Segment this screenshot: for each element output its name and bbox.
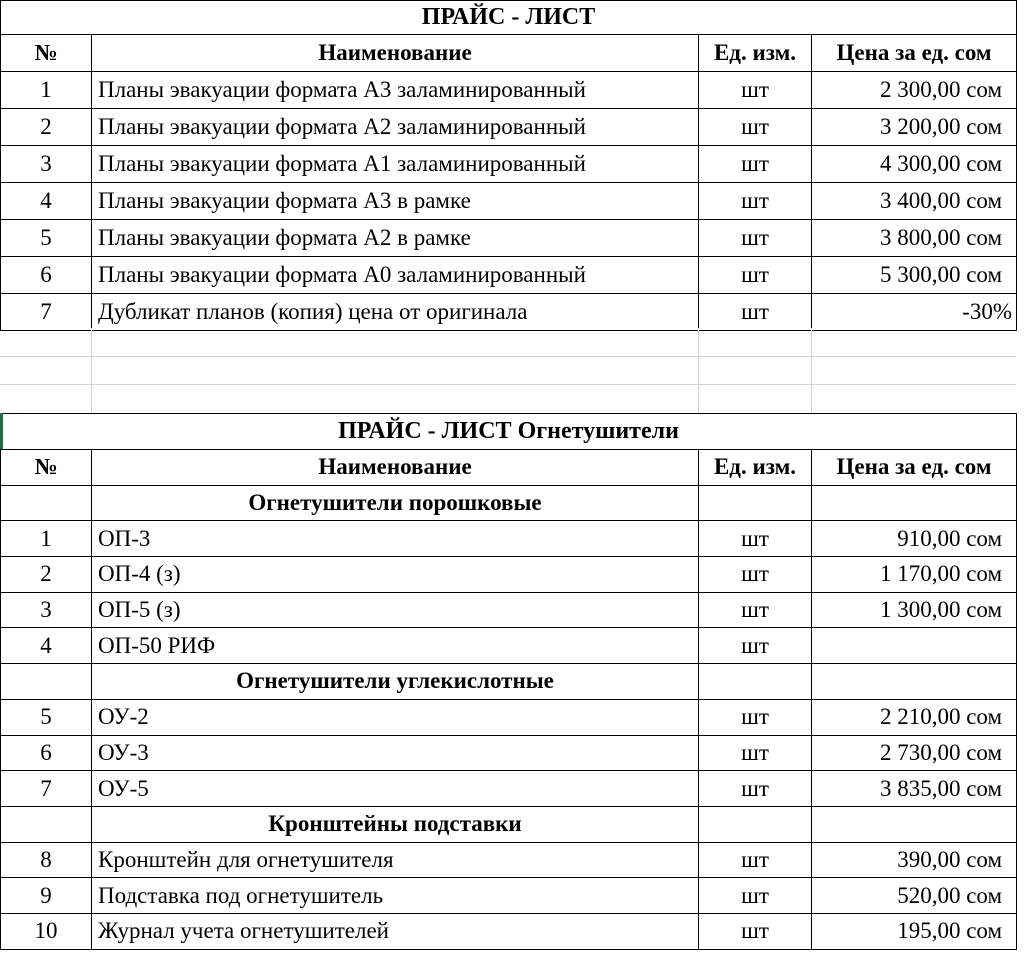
cell-price[interactable]: 3 835,00 сом xyxy=(812,771,1017,807)
table-row xyxy=(1,146,1017,183)
cell-num[interactable]: 6 xyxy=(1,735,92,771)
cell-price[interactable]: 390,00 сом xyxy=(812,842,1017,878)
cell-num[interactable] xyxy=(1,806,92,842)
header-price[interactable]: Цена за ед. сом xyxy=(812,35,1017,72)
header-name[interactable]: Наименование xyxy=(92,35,699,72)
table-header-row xyxy=(1,450,1017,486)
cell-unit[interactable]: шт xyxy=(699,146,812,183)
table-row xyxy=(1,771,1017,807)
cell-unit[interactable]: шт xyxy=(699,183,812,220)
cell-price[interactable] xyxy=(812,485,1017,521)
cell-price[interactable]: 3 800,00 сом xyxy=(812,220,1017,257)
category-name[interactable]: Кронштейны подставки xyxy=(92,806,699,842)
table-row xyxy=(1,220,1017,257)
cell-price[interactable]: 910,00 сом xyxy=(812,521,1017,557)
cell-price[interactable]: 5 300,00 сом xyxy=(812,257,1017,294)
cell-name[interactable]: Журнал учета огнетушителей xyxy=(92,913,699,949)
price-list-plans-table xyxy=(0,0,1017,331)
cell-num[interactable]: 4 xyxy=(1,183,92,220)
cell-unit[interactable]: шт xyxy=(699,735,812,771)
cell-price[interactable]: 3 200,00 сом xyxy=(812,109,1017,146)
table-title-row xyxy=(1,414,1017,450)
cell-num[interactable]: 2 xyxy=(1,109,92,146)
table-row xyxy=(1,72,1017,109)
cell-unit[interactable]: шт xyxy=(699,913,812,949)
cell-num[interactable]: 2 xyxy=(1,557,92,593)
gridline xyxy=(91,328,92,413)
cell-price[interactable]: 520,00 сом xyxy=(812,878,1017,914)
cell-unit[interactable]: шт xyxy=(699,842,812,878)
cell-price[interactable]: 4 300,00 сом xyxy=(812,146,1017,183)
gridline xyxy=(811,328,812,413)
price-list-extinguishers-table xyxy=(0,413,1017,950)
cell-unit[interactable]: шт xyxy=(699,592,812,628)
cell-unit[interactable]: шт xyxy=(699,294,812,331)
header-num[interactable]: № xyxy=(1,450,92,486)
header-name[interactable]: Наименование xyxy=(92,450,699,486)
table-row xyxy=(1,521,1017,557)
table-row xyxy=(1,109,1017,146)
gridline xyxy=(0,384,1016,385)
cell-name[interactable]: Подставка под огнетушитель xyxy=(92,878,699,914)
header-unit[interactable]: Ед. изм. xyxy=(699,450,812,486)
cell-unit[interactable]: шт xyxy=(699,521,812,557)
cell-price[interactable] xyxy=(812,664,1017,700)
cell-name[interactable]: Планы эвакуации формата А2 заламинированный xyxy=(92,109,699,146)
cell-unit[interactable]: шт xyxy=(699,878,812,914)
table-row xyxy=(1,913,1017,949)
cell-num[interactable]: 9 xyxy=(1,878,92,914)
selection-indicator xyxy=(0,413,3,449)
cell-price[interactable]: 3 400,00 сом xyxy=(812,183,1017,220)
cell-num[interactable]: 7 xyxy=(1,771,92,807)
cell-num[interactable]: 10 xyxy=(1,913,92,949)
cell-price[interactable]: 1 300,00 сом xyxy=(812,592,1017,628)
cell-price[interactable]: 1 170,00 сом xyxy=(812,557,1017,593)
cell-unit[interactable]: шт xyxy=(699,72,812,109)
cell-name[interactable]: ОП-50 РИФ xyxy=(92,628,699,664)
header-unit[interactable]: Ед. изм. xyxy=(699,35,812,72)
table-title-row xyxy=(1,1,1017,35)
cell-price[interactable]: 2 730,00 сом xyxy=(812,735,1017,771)
cell-price[interactable]: -30% xyxy=(812,294,1017,331)
cell-name[interactable]: Планы эвакуации формата А3 заламинированный xyxy=(92,72,699,109)
cell-unit[interactable]: шт xyxy=(699,699,812,735)
cell-unit[interactable]: шт xyxy=(699,557,812,593)
cell-price[interactable]: 2 300,00 сом xyxy=(812,72,1017,109)
cell-unit[interactable]: шт xyxy=(699,628,812,664)
gridline xyxy=(698,328,699,413)
category-row xyxy=(1,664,1017,700)
cell-num[interactable]: 1 xyxy=(1,521,92,557)
table-row xyxy=(1,878,1017,914)
cell-num[interactable]: 3 xyxy=(1,146,92,183)
category-row xyxy=(1,806,1017,842)
cell-price[interactable] xyxy=(812,806,1017,842)
category-row xyxy=(1,485,1017,521)
cell-unit[interactable] xyxy=(699,664,812,700)
cell-name[interactable]: Кронштейн для огнетушителя xyxy=(92,842,699,878)
empty-rows[interactable] xyxy=(0,328,1016,413)
cell-name[interactable]: Дубликат планов (копия) цена от оригинала xyxy=(92,294,699,331)
cell-price[interactable]: 195,00 сом xyxy=(812,913,1017,949)
cell-name[interactable]: ОП-4 (з) xyxy=(92,557,699,593)
cell-name[interactable]: ОП-3 xyxy=(92,521,699,557)
cell-name[interactable]: Планы эвакуации формата А1 заламинированный xyxy=(92,146,699,183)
cell-num[interactable]: 6 xyxy=(1,257,92,294)
cell-unit[interactable] xyxy=(699,806,812,842)
table-row xyxy=(1,592,1017,628)
cell-num[interactable]: 5 xyxy=(1,220,92,257)
cell-name[interactable]: ОУ-2 xyxy=(92,699,699,735)
cell-num[interactable]: 8 xyxy=(1,842,92,878)
table-title[interactable]: ПРАЙС - ЛИСТ Огнетушители xyxy=(1,414,1017,450)
cell-num[interactable] xyxy=(1,485,92,521)
category-name[interactable]: Огнетушители углекислотные xyxy=(92,664,699,700)
table-title[interactable]: ПРАЙС - ЛИСТ xyxy=(1,1,1017,35)
cell-unit[interactable]: шт xyxy=(699,257,812,294)
cell-name[interactable]: ОУ-5 xyxy=(92,771,699,807)
cell-name[interactable]: ОП-5 (з) xyxy=(92,592,699,628)
cell-num[interactable]: 5 xyxy=(1,699,92,735)
header-price[interactable]: Цена за ед. сом xyxy=(812,450,1017,486)
cell-price[interactable] xyxy=(812,628,1017,664)
cell-name[interactable]: Планы эвакуации формата А2 в рамке xyxy=(92,220,699,257)
cell-num[interactable]: 7 xyxy=(1,294,92,331)
table-row xyxy=(1,842,1017,878)
table-row xyxy=(1,183,1017,220)
cell-price[interactable]: 2 210,00 сом xyxy=(812,699,1017,735)
cell-unit[interactable]: шт xyxy=(699,771,812,807)
cell-name[interactable]: ОУ-3 xyxy=(92,735,699,771)
cell-num[interactable] xyxy=(1,664,92,700)
table-row xyxy=(1,699,1017,735)
cell-unit[interactable]: шт xyxy=(699,109,812,146)
cell-name[interactable]: Планы эвакуации формата А0 заламинированный xyxy=(92,257,699,294)
table-header-row xyxy=(1,35,1017,72)
cell-num[interactable]: 3 xyxy=(1,592,92,628)
table-row xyxy=(1,294,1017,331)
table-row xyxy=(1,557,1017,593)
header-num[interactable]: № xyxy=(1,35,92,72)
category-name[interactable]: Огнетушители порошковые xyxy=(92,485,699,521)
table-row xyxy=(1,628,1017,664)
gridline xyxy=(0,356,1016,357)
cell-unit[interactable]: шт xyxy=(699,220,812,257)
cell-name[interactable]: Планы эвакуации формата А3 в рамке xyxy=(92,183,699,220)
cell-num[interactable]: 1 xyxy=(1,72,92,109)
table-row xyxy=(1,735,1017,771)
table-row xyxy=(1,257,1017,294)
cell-unit[interactable] xyxy=(699,485,812,521)
cell-num[interactable]: 4 xyxy=(1,628,92,664)
